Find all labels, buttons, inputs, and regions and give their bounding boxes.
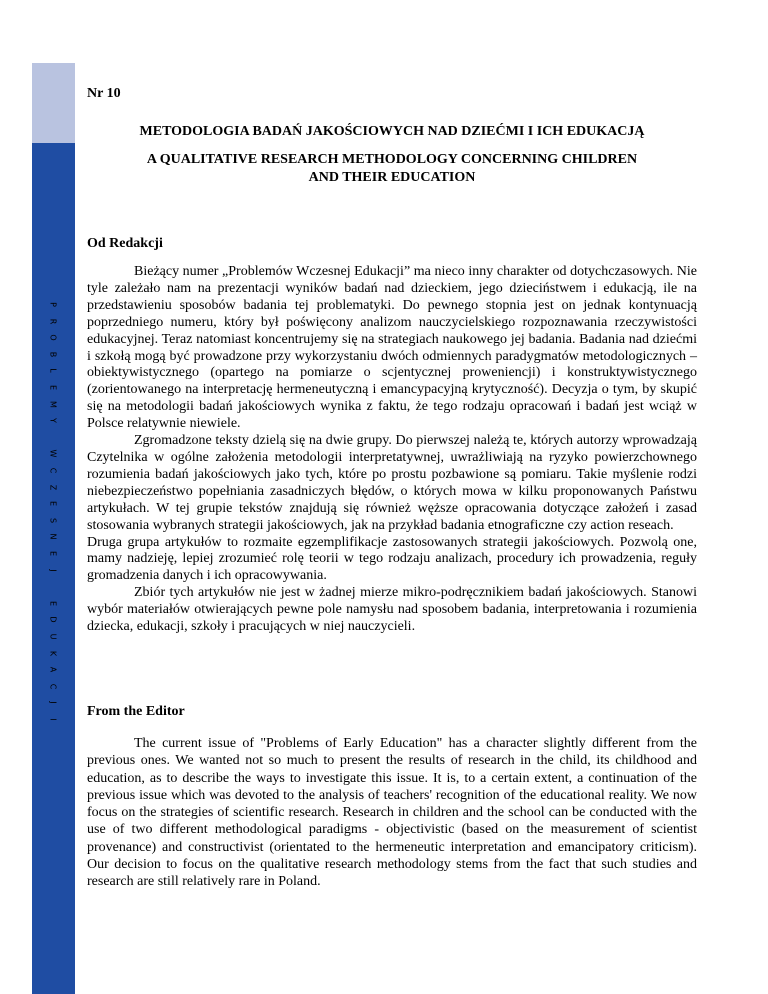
title-polish: METODOLOGIA BADAŃ JAKOŚCIOWYCH NAD DZIEĆMI I ICH EDUKACJĄ xyxy=(139,124,645,139)
issue-number: Nr 10 xyxy=(87,86,121,101)
sidebar-letter: E xyxy=(48,600,58,606)
sidebar-letter: Z xyxy=(48,484,58,490)
heading-english: From the Editor xyxy=(87,704,185,719)
heading-polish: Od Redakcji xyxy=(87,236,163,251)
title-english-line2: AND THEIR EDUCATION xyxy=(308,170,476,185)
title-english-line1: A QUALITATIVE RESEARCH METHODOLOGY CONCERNING CHILDREN xyxy=(146,152,638,167)
sidebar-letter: I xyxy=(48,718,58,721)
sidebar-letter: S xyxy=(48,517,58,523)
sidebar-letter: E xyxy=(48,550,58,557)
sidebar-letter: D xyxy=(48,616,58,623)
title-english xyxy=(87,151,697,187)
sidebar-letter: Y xyxy=(48,418,58,424)
sidebar-letter: B xyxy=(48,351,58,358)
polish-paragraph: Zgromadzone teksty dzielą się na dwie grupy. Do pierwszej należą te, których autorzy wprowadzają Czytelnika w ogólne założenia metodologii interpretatywnej, uwrażliwiają na ryzyko powierzchownego rozumienia badań jakościowych jako tych, które po prostu pozbawione są pomiaru. Takie myślenie rodzi niebezpieczeństwo popełniania zasadniczych błędów, o których mowa w kilku proponowanych Państwu artykułach. W tej grupie tekstów znajdują się również węższe opracowania dotyczące założeń i zasad stosowania wybranych strategii jakościowych, jak na przykład badania etnograficzne czy action reseach. xyxy=(87,433,697,533)
polish-paragraph: Zbiór tych artykułów nie jest w żadnej mierze mikro-podręcznikiem badań jakościowych. Stanowi wybór materiałów otwierających pewne pole namysłu nad sposobem badania, interpretowania i rozumienia dziecka, edukacji, szkoły i pracujących w niej nauczycieli. xyxy=(87,585,697,635)
polish-paragraph: Druga grupa artykułów to rozmaite egzemplifikacje zastosowanych strategii jakościowych. Pozwolą one, mamy nadzieję, lepiej zrozumieć rolę teorii w tego rodzaju analizach, procedury ich prowadzenia, reguły gromadzenia danych i ich opracowywania. xyxy=(87,534,697,584)
sidebar-letter: J xyxy=(48,568,58,572)
sidebar-letter: K xyxy=(48,650,58,656)
sidebar-letter: A xyxy=(48,666,58,673)
sidebar-letter: C xyxy=(48,683,58,690)
sidebar-letter: P xyxy=(48,302,58,307)
sidebar-letter: N xyxy=(48,533,58,540)
sidebar-letter: R xyxy=(48,318,58,324)
sidebar-letter: U xyxy=(48,633,58,640)
polish-paragraph: Bieżący numer „Problemów Wczesnej Edukacji” ma nieco inny charakter od dotychczasowych. Nie tyle zależało nam na prezentacji wyników badań nad dzieckiem, jego dzieciństwem i edukacją, ile na przedstawieniu sposobów badania tej problematyki. Do pewnego stopnia jest on jednak kontynuacją poprzedniego numeru, który był poświęcony analizom nauczycielskiego rozpoznawania rzeczywistości edukacyjnej. Teraz natomiast koncentrujemy się na strategiach naukowego jej badania. Badania nad dziećmi i szkołą mogą być prowadzone przy wykorzystaniu dwóch odmiennych paradygmatów metodologicznych – obiektywistycznego (opartego na pomiarze o scjentycznej proweniencji) i konstruktywistycznego (zorientowanego na interpretację hermeneutyczną i emancypacyjną krytyczność). Decyzja o tym, by skupić się na metodologii badań jakościowych wynika z faktu, że tego rodzaju opracowań i badań jest wciąż w Polsce relatywnie niewiele. xyxy=(87,264,697,432)
sidebar-letter: O xyxy=(48,334,58,341)
sidebar-letter: E xyxy=(48,384,58,391)
english-body xyxy=(87,735,697,891)
sidebar-light-block xyxy=(32,63,75,143)
sidebar-letter: L xyxy=(48,368,58,374)
sidebar-letter: C xyxy=(48,467,58,474)
sidebar-letter: E xyxy=(48,501,58,507)
sidebar-letter: J xyxy=(48,701,58,705)
polish-body xyxy=(87,264,697,636)
sidebar-letter: W xyxy=(48,449,58,458)
sidebar-letter: M xyxy=(48,400,58,408)
english-paragraph: The current issue of "Problems of Early Education" has a character slightly different from the previous ones. We wanted not so much to present the results of research in the child, its childhood and education, as to describe the ways to investigate this issue. It is, to a certain extent, a continuation of the previous issue which was devoted to the analysis of teachers' recognition of the educational reality. We now focus on the strategies of scientific research. Research in children and the school can be conducted with the use of two different methodological paradigms - objectivistic (based on the measurement of scientist provenance) and constructivist (orientated to the hermeneutic interpretation and emancipatory criticism). Our decision to focus on the qualitative research methodology stems from the fact that such studies and research are still relatively rare in Poland. xyxy=(87,736,697,890)
